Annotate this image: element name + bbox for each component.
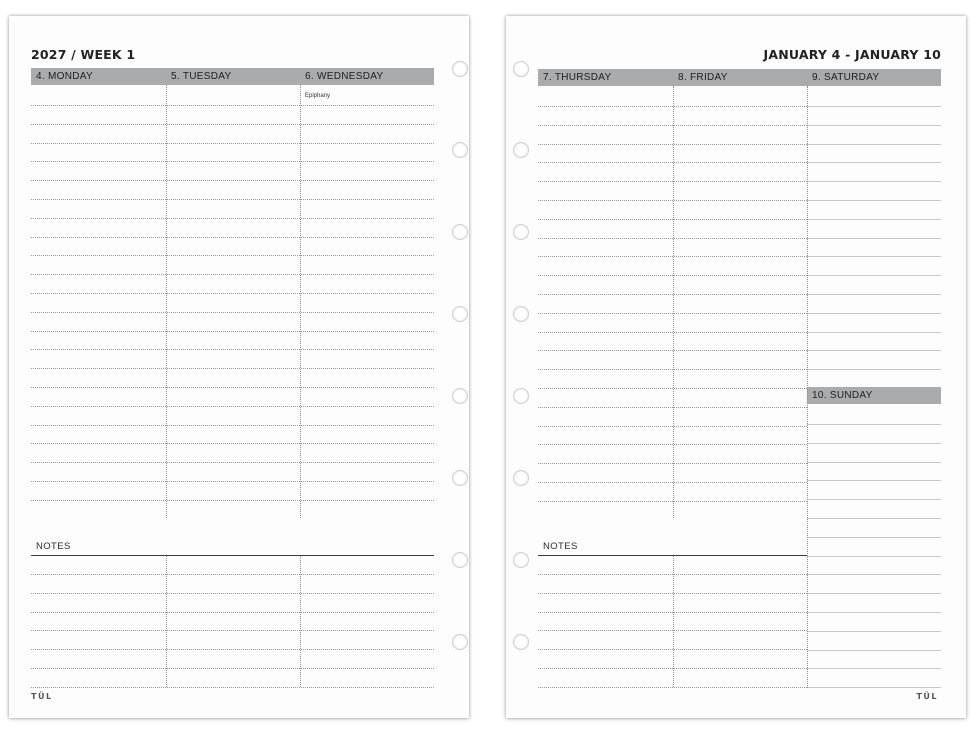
disc-hole-icon xyxy=(452,224,468,240)
sunday-line xyxy=(807,556,941,557)
writing-line xyxy=(31,462,434,463)
disc-hole-icon xyxy=(452,470,468,486)
sunday-line xyxy=(807,650,941,651)
day-header-thursday: 7. THURSDAY xyxy=(538,69,673,86)
saturday-line xyxy=(807,294,941,295)
sunday-line xyxy=(807,443,941,444)
notes-column-divider xyxy=(166,556,167,687)
disc-hole-icon xyxy=(513,552,529,568)
sunday-line xyxy=(807,462,941,463)
disc-hole-icon xyxy=(513,306,529,322)
disc-hole-icon xyxy=(513,224,529,240)
sunday-line xyxy=(807,668,941,669)
left-planner-page xyxy=(9,16,469,718)
writing-line xyxy=(31,255,434,256)
notes-writing-line xyxy=(31,649,434,650)
brand-logo: TÜL xyxy=(31,692,53,701)
writing-line xyxy=(31,274,434,275)
writing-line xyxy=(31,406,434,407)
notes-column-divider xyxy=(300,556,301,687)
disc-hole-icon xyxy=(452,634,468,650)
writing-line xyxy=(31,218,434,219)
saturday-line xyxy=(807,369,941,370)
disc-hole-icon xyxy=(513,142,529,158)
writing-line xyxy=(31,293,434,294)
sunday-line xyxy=(807,687,941,688)
writing-line xyxy=(31,161,434,162)
writing-line xyxy=(31,368,434,369)
saturday-line xyxy=(807,313,941,314)
saturday-line xyxy=(807,350,941,351)
writing-line xyxy=(31,180,434,181)
sunday-line xyxy=(807,631,941,632)
notes-column-divider xyxy=(673,556,674,687)
writing-line xyxy=(31,443,434,444)
saturday-line xyxy=(807,275,941,276)
saturday-line xyxy=(807,106,941,107)
writing-line xyxy=(31,312,434,313)
notes-writing-line xyxy=(31,612,434,613)
writing-line xyxy=(31,237,434,238)
writing-line xyxy=(31,143,434,144)
writing-line xyxy=(31,124,434,125)
day-header-wednesday: 6. WEDNESDAY xyxy=(300,68,434,85)
writing-line xyxy=(31,481,434,482)
notes-writing-line xyxy=(31,574,434,575)
sunday-line xyxy=(807,480,941,481)
notes-label: NOTES xyxy=(36,541,71,552)
writing-line xyxy=(31,105,434,106)
saturday-line xyxy=(807,219,941,220)
column-divider xyxy=(166,85,167,518)
column-divider xyxy=(673,86,674,518)
saturday-line xyxy=(807,144,941,145)
notes-writing-line xyxy=(31,593,434,594)
disc-hole-icon xyxy=(513,634,529,650)
sunday-line xyxy=(807,424,941,425)
column-divider xyxy=(300,85,301,518)
disc-hole-icon xyxy=(452,61,468,77)
disc-hole-icon xyxy=(452,388,468,404)
disc-hole-icon xyxy=(452,552,468,568)
sunday-line xyxy=(807,574,941,575)
brand-logo: TÜL xyxy=(916,692,938,701)
disc-hole-icon xyxy=(513,470,529,486)
writing-line xyxy=(31,349,434,350)
notes-writing-line xyxy=(31,668,434,669)
saturday-line xyxy=(807,181,941,182)
notes-label: NOTES xyxy=(543,541,578,552)
sunday-line xyxy=(807,593,941,594)
day-header-saturday: 9. SATURDAY xyxy=(807,69,941,86)
saturday-line xyxy=(807,162,941,163)
sunday-line xyxy=(807,612,941,613)
day-header-monday: 4. MONDAY xyxy=(31,68,166,85)
disc-hole-icon xyxy=(452,142,468,158)
column-divider xyxy=(807,86,808,688)
writing-line xyxy=(31,331,434,332)
disc-hole-icon xyxy=(452,306,468,322)
notes-writing-line xyxy=(31,630,434,631)
notes-rule xyxy=(31,555,434,556)
disc-hole-icon xyxy=(513,61,529,77)
writing-line xyxy=(31,387,434,388)
writing-line xyxy=(31,425,434,426)
date-range-title: JANUARY 4 - JANUARY 10 xyxy=(763,47,941,62)
day-header-tuesday: 5. TUESDAY xyxy=(166,68,300,85)
disc-hole-icon xyxy=(513,388,529,404)
week-title: 2027 / WEEK 1 xyxy=(31,47,136,62)
saturday-line xyxy=(807,200,941,201)
saturday-line xyxy=(807,238,941,239)
day-header-sunday: 10. SUNDAY xyxy=(807,387,941,404)
saturday-line xyxy=(807,332,941,333)
day-header-friday: 8. FRIDAY xyxy=(673,69,807,86)
holiday-label: Epiphany xyxy=(305,93,331,99)
saturday-line xyxy=(807,256,941,257)
sunday-line xyxy=(807,518,941,519)
sunday-line xyxy=(807,537,941,538)
notes-writing-line xyxy=(31,687,434,688)
right-planner-page xyxy=(506,16,966,718)
saturday-line xyxy=(807,125,941,126)
sunday-line xyxy=(807,499,941,500)
writing-line xyxy=(31,199,434,200)
writing-line xyxy=(31,500,434,501)
